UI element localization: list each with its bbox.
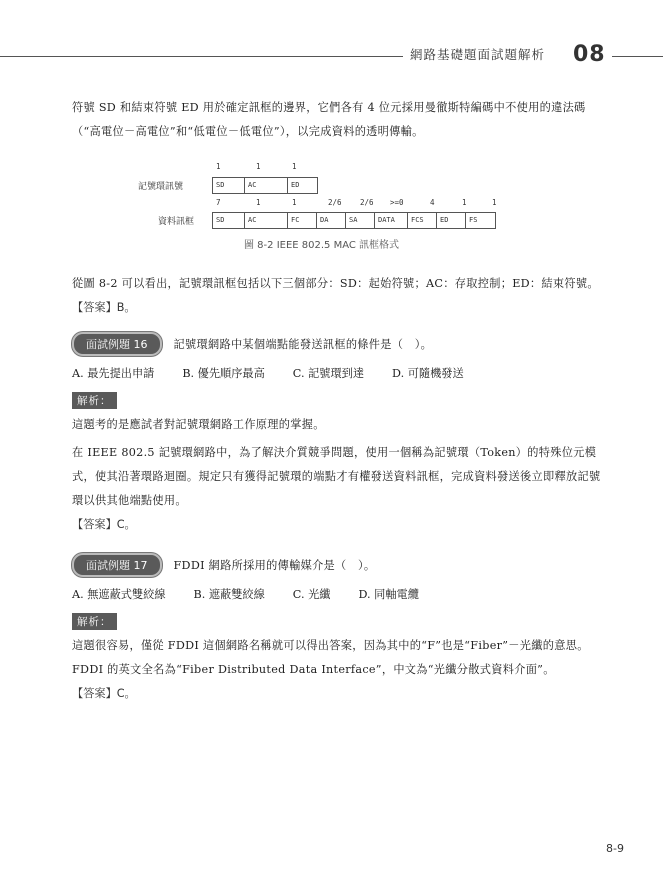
choice-list xyxy=(72,364,604,384)
token-bit-count: 1 xyxy=(256,162,261,171)
choice-option: D. 同軸電纜 xyxy=(358,588,419,601)
frame-field-cell: FS xyxy=(469,216,478,224)
question-text: 記號環網路中某個端點能發送訊框的條件是（ ）。 xyxy=(173,338,433,351)
running-header-title: 網路基礎題面試題解析 xyxy=(410,47,546,62)
page-content xyxy=(72,96,604,706)
token-fields-row xyxy=(212,177,318,194)
answer-line: 【答案】C。 xyxy=(72,518,136,531)
frame-field-cell: ED xyxy=(437,213,466,228)
choice-option: C. 記號環到達 xyxy=(292,367,365,380)
frame-bit-count: >=0 xyxy=(390,198,404,207)
token-field-cell: SD xyxy=(213,178,245,193)
frame-field-cell: SA xyxy=(346,213,375,228)
analysis-label: 解析： xyxy=(72,613,117,630)
frame-bit-count: 1 xyxy=(462,198,467,207)
analysis-paragraph: 這題考的是應試者對記號環網路工作原理的掌握。 xyxy=(72,418,325,431)
frame-bit-count: 1 xyxy=(256,198,261,207)
frame-row-label: 資料訊框 xyxy=(158,217,195,227)
choice-list xyxy=(72,585,604,605)
frame-field-cell: DA xyxy=(317,213,346,228)
token-bit-count: 1 xyxy=(216,162,221,171)
figure-caption: 圖 8-2 IEEE 802.5 MAC 訊框格式 xyxy=(244,240,400,251)
header-rule-right xyxy=(612,56,663,57)
question-16 xyxy=(72,332,604,356)
token-field-cell: AC xyxy=(245,178,288,193)
question-text: FDDI 網路所採用的傳輸媒介是（ ）。 xyxy=(173,559,376,572)
frame-field-cell: FC xyxy=(288,213,317,228)
choice-option: C. 光纖 xyxy=(292,588,331,601)
mac-frame-figure xyxy=(72,150,604,272)
token-bit-count: 1 xyxy=(292,162,297,171)
frame-bit-count: 7 xyxy=(216,198,221,207)
page-number: 8-9 xyxy=(606,842,624,855)
question-badge: 面試例題 17 xyxy=(72,553,162,577)
frame-bit-count: 1 xyxy=(492,198,497,207)
token-row-label: 記號環訊號 xyxy=(138,182,184,192)
frame-field-cell: DATA xyxy=(375,213,408,228)
choice-option: A. 最先提出申請 xyxy=(72,367,155,380)
choice-option: D. 可隨機發送 xyxy=(392,367,464,380)
figure-explanation: 從圖 8-2 可以看出，記號環訊框包括以下三個部分：SD：起始符號；AC：存取控制；ED：結束符號。 xyxy=(72,277,599,290)
choice-option: A. 無遮蔽式雙絞線 xyxy=(72,588,166,601)
analysis-paragraph: 這題很容易，僅從 FDDI 這個網路名稱就可以得出答案，因為其中的“F”也是“Fiber”－光纖的意思。FDDI 的英文全名為“Fiber Distributed Data Interface”，中文為“光纖分散式資料介面”。 xyxy=(72,639,589,676)
choice-option: B. 遮蔽雙絞線 xyxy=(193,588,265,601)
answer-line: 【答案】C。 xyxy=(72,687,136,700)
header-rule-left xyxy=(0,56,403,57)
intro-paragraph: 符號 SD 和結束符號 ED 用於確定訊框的邊界，它們各有 4 位元採用曼徹斯特編碼中不使用的違法碼（“高電位－高電位”和“低電位－低電位”），以完成資料的透明傳輸。 xyxy=(72,101,586,138)
analysis-paragraph: 在 IEEE 802.5 記號環網路中，為了解決介質競爭問題，使用一個稱為記號環（Token）的特殊位元模式，使其沿著環路迴圈。規定只有獲得記號環的端點才有權發送資料訊框，完成資料發送後立即釋放記號環以供其他端點使用。 xyxy=(72,446,601,507)
chapter-number: 08 xyxy=(573,42,606,67)
frame-fields-row xyxy=(212,212,496,229)
frame-field-cell: SD xyxy=(213,213,245,228)
frame-bit-count: 2/6 xyxy=(360,198,374,207)
question-badge: 面試例題 16 xyxy=(72,332,162,356)
frame-bit-count: 4 xyxy=(430,198,435,207)
answer-line: 【答案】B。 xyxy=(72,301,136,314)
question-17 xyxy=(72,553,604,577)
analysis-label: 解析： xyxy=(72,392,117,409)
frame-field-cell: AC xyxy=(245,213,288,228)
frame-field-cell: FCS xyxy=(408,213,437,228)
frame-bit-count: 1 xyxy=(292,198,297,207)
token-field-cell: ED xyxy=(291,181,300,189)
frame-bit-count: 2/6 xyxy=(328,198,342,207)
choice-option: B. 優先順序最高 xyxy=(182,367,265,380)
